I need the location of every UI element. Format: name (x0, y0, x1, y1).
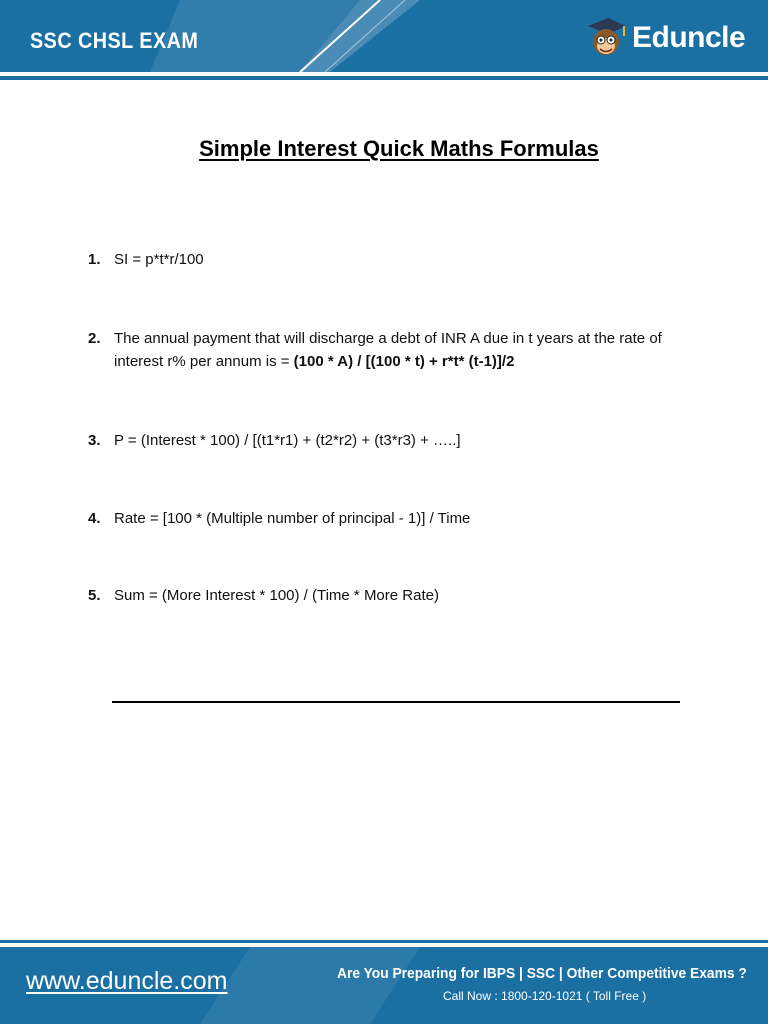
exam-title: SSC CHSL EXAM (30, 28, 199, 53)
page-title: Simple Interest Quick Maths Formulas (199, 136, 599, 161)
eduncle-logo[interactable] (582, 14, 746, 62)
formula-item (88, 248, 678, 271)
formula-number: 1. (88, 251, 101, 268)
formula-text: SI = p*t*r/100 (114, 251, 204, 268)
formula-number: 3. (88, 432, 101, 449)
formula-text: Sum = (More Interest * 100) / (Time * More Rate) (114, 587, 439, 604)
logo-text: Eduncle (632, 21, 746, 54)
header-divider-line (0, 76, 768, 79)
formula-number: 2. (88, 330, 101, 347)
formula-text: P = (Interest * 100) / [(t1*r1) + (t2*r2) + (t3*r3) + …..] (114, 432, 461, 449)
header-banner (0, 0, 768, 80)
formula-text-block (114, 327, 678, 373)
formula-item (88, 327, 678, 373)
toll-free-phone[interactable]: Call Now : 1800-120-1021 ( Toll Free ) (443, 989, 647, 1003)
website-link[interactable]: www.eduncle.com (26, 967, 228, 995)
formula-number: 5. (88, 587, 101, 604)
exam-prep-tagline: Are You Preparing for IBPS | SSC | Other Competitive Exams ? (337, 965, 747, 982)
formula-item (88, 584, 678, 607)
horizontal-rule (112, 701, 680, 703)
formula-item (88, 507, 678, 530)
mascot-icon (582, 14, 630, 62)
formula-text: The annual payment that will discharge a debt of INR A due in t years at the rate of interest r% per annum is = (114, 330, 662, 370)
formula-number: 4. (88, 510, 101, 527)
formula-text: Rate = [100 * (Multiple number of principal - 1)] / Time (114, 510, 471, 527)
formula-item (88, 429, 678, 452)
formula-bold-expression: (100 * A) / [(100 * t) + r*t* (t-1)]/2 (293, 353, 515, 370)
footer-banner (0, 947, 768, 1024)
footer-divider-line (0, 940, 768, 943)
